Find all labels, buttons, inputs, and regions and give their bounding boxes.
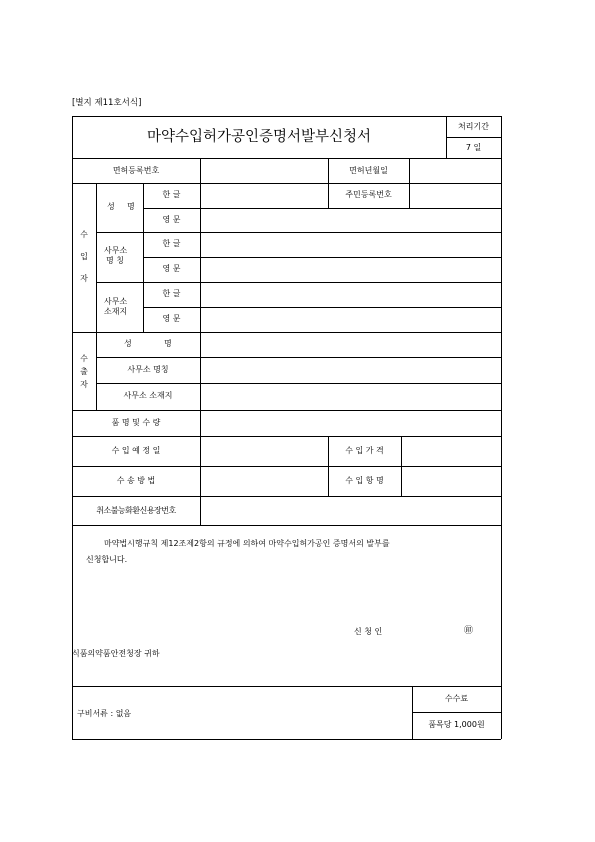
applicant-name-field[interactable] [395,622,455,638]
import-date-field[interactable] [201,437,328,466]
import-port-label: 수 입 항 명 [345,476,384,485]
importer-office-address-korean-label: 한 글 [162,289,181,298]
importer-office-name-korean-field[interactable] [201,233,501,257]
importer-name-english-field[interactable] [201,209,501,232]
importer-name-english-label: 영 문 [162,215,181,224]
license-date-field[interactable] [410,159,501,183]
transport-method-field[interactable] [201,467,328,496]
license-reg-no-field[interactable] [201,159,328,183]
import-price-label: 수 입 가 격 [345,446,384,455]
declaration-line-2: 신청합니다. [86,555,128,564]
import-price-field[interactable] [402,437,501,466]
license-reg-no-label: 면허등록번호 [112,166,160,175]
seal-mark: ㊞ [464,626,474,636]
letter-of-credit-label: 취소불능화환신용장번호 [96,506,176,515]
import-port-field[interactable] [402,467,501,496]
exporter-office-address-field[interactable] [201,384,501,410]
importer-office-name-english-field[interactable] [201,258,501,282]
fee-label: 수수료 [444,694,469,703]
resident-no-label: 주민등록번호 [345,190,392,199]
item-quantity-field[interactable] [201,411,501,436]
resident-no-field[interactable] [410,184,501,208]
exporter-office-name-label: 사무소 명칭 [127,365,169,374]
transport-method-label: 수 송 방 법 [116,476,156,485]
importer-name-korean-field[interactable] [201,184,328,208]
importer-office-address-english-field[interactable] [201,308,501,332]
importer-office-address-korean-field[interactable] [201,283,501,307]
exporter-name-field[interactable] [201,333,501,357]
processing-period-label: 처리기간 [458,122,489,131]
importer-office-address-english-label: 영 문 [162,314,181,323]
exporter-office-address-label: 사무소 소재지 [123,391,173,400]
import-date-label: 수 입 예 정 일 [111,446,161,455]
addressee: 식품의약품안전청장 귀하 [72,649,160,658]
fee-value: 품목당 1,000원 [428,720,485,729]
required-documents-label: 구비서류 : 없음 [77,709,132,718]
license-date-label: 면허년월일 [349,166,388,175]
applicant-label: 신 청 인 [354,627,383,636]
declaration-line-1: 마약법시행규칙 제12조제2항의 규정에 의하여 마약수입허가공인 증명서의 발부를 [104,539,390,548]
exporter-office-name-field[interactable] [201,358,501,383]
importer-name-korean-label: 한 글 [162,190,181,199]
form-title: 마약수입허가공인증명서발부신청서 [146,129,372,145]
importer-office-name-english-label: 영 문 [162,264,181,273]
processing-period-value: 7 일 [465,143,482,152]
item-quantity-label: 품 명 및 수 량 [111,418,161,427]
letter-of-credit-field[interactable] [201,497,501,525]
form-number-label: [별지 제11호서식] [72,98,142,108]
importer-office-name-korean-label: 한 글 [162,239,181,248]
